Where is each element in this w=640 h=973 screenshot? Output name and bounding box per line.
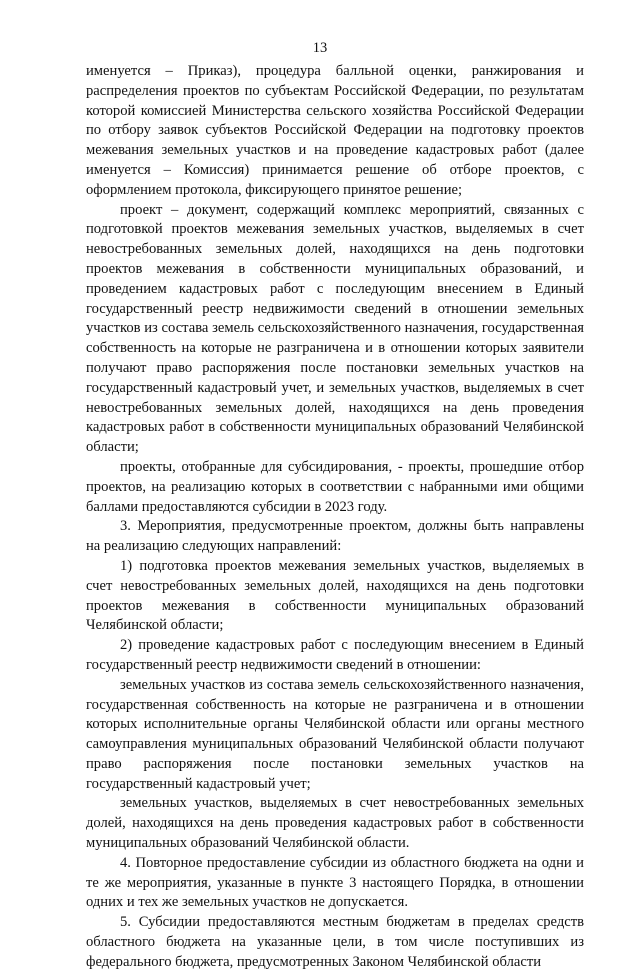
paragraph-clause-5: 5. Субсидии предоставляются местным бюджетам в пределах средств областного бюджета на указанные цели, в том числе поступивших из федерального бюджета, предусмотренных Законом Челябинской области [86, 914, 584, 970]
paragraph-clause-3-item-2a: земельных участков из состава земель сельскохозяйственного назначения, государственная собственность на которые не разграничена и в отношении которых исполнительные органы Челябинской области или органы местного самоуправления муниципальных образований Челябинской области получают право распоряжения после постановки земельных участков на государственный кадастровый учет; [86, 676, 584, 792]
paragraph-clause-4: 4. Повторное предоставление субсидии из областного бюджета на одни и те же мероприятия, указанные в пункте 3 настоящего Порядка, в отношении одних и тех же земельных участков не допускается. [86, 854, 584, 911]
paragraph-definition-project: проект – документ, содержащий комплекс мероприятий, связанных с подготовкой проектов межевания земельных участков, выделяемых в счет невостребованных земельных долей, находящихся на день подготовки проектов межевания в собственности муниципальных образований, и проведением кадастровых работ с последующим внесением в Единый государственный реестр недвижимости сведений в отношении земельных участков из состава земель сельскохозяйственного назначения, государственная собственность на которые не разграничена и в отношении которых заявители получают право распоряжения после постановки земельных участков на государственный кадастровый учет, и земельных участков, выделяемых в счет невостребованных земельных долей, находящихся на день проведения кадастровых работ в собственности муниципальных образований Челябинской области; [86, 201, 584, 456]
paragraph-clause-3-item-1: 1) подготовка проектов межевания земельных участков, выделяемых в счет невостребованных земельных долей, находящихся на день подготовки проектов межевания в собственности муниципальных образований Челябинской области; [86, 557, 584, 634]
paragraph-clause-3: 3. Мероприятия, предусмотренные проектом, должны быть направлены на реализацию следующих направлений: [86, 518, 584, 555]
paragraph-clause-3-item-2b: земельных участков, выделяемых в счет невостребованных земельных долей, находящихся на день проведения кадастровых работ в собственности муниципальных образований Челябинской области. [86, 795, 584, 852]
document-body [86, 62, 584, 973]
paragraph-definition-selected-projects: проекты, отобранные для субсидирования, - проекты, прошедшие отбор проектов, на реализацию которых в соответствии с набранными ими общими баллами предоставляются субсидии в 2023 году. [86, 458, 584, 515]
paragraph-clause-3-item-2: 2) проведение кадастровых работ с последующим внесением в Единый государственный реестр недвижимости сведений в отношении: [86, 637, 584, 673]
paragraph-definition-order-end: именуется – Приказ), процедура балльной оценки, ранжирования и распределения проектов по субъектам Российской Федерации, по результатам которой комиссией Министерства сельского хозяйства Российской Федерации по отбору заявок субъектов Российской Федерации на подготовку проектов межевания земельных участков и на проведение кадастровых работ (далее именуется – Комиссия) принимается решение об отборе проектов, с оформлением протокола, фиксирующего принятое решение; [86, 63, 584, 198]
page-number: 13 [312, 40, 328, 56]
